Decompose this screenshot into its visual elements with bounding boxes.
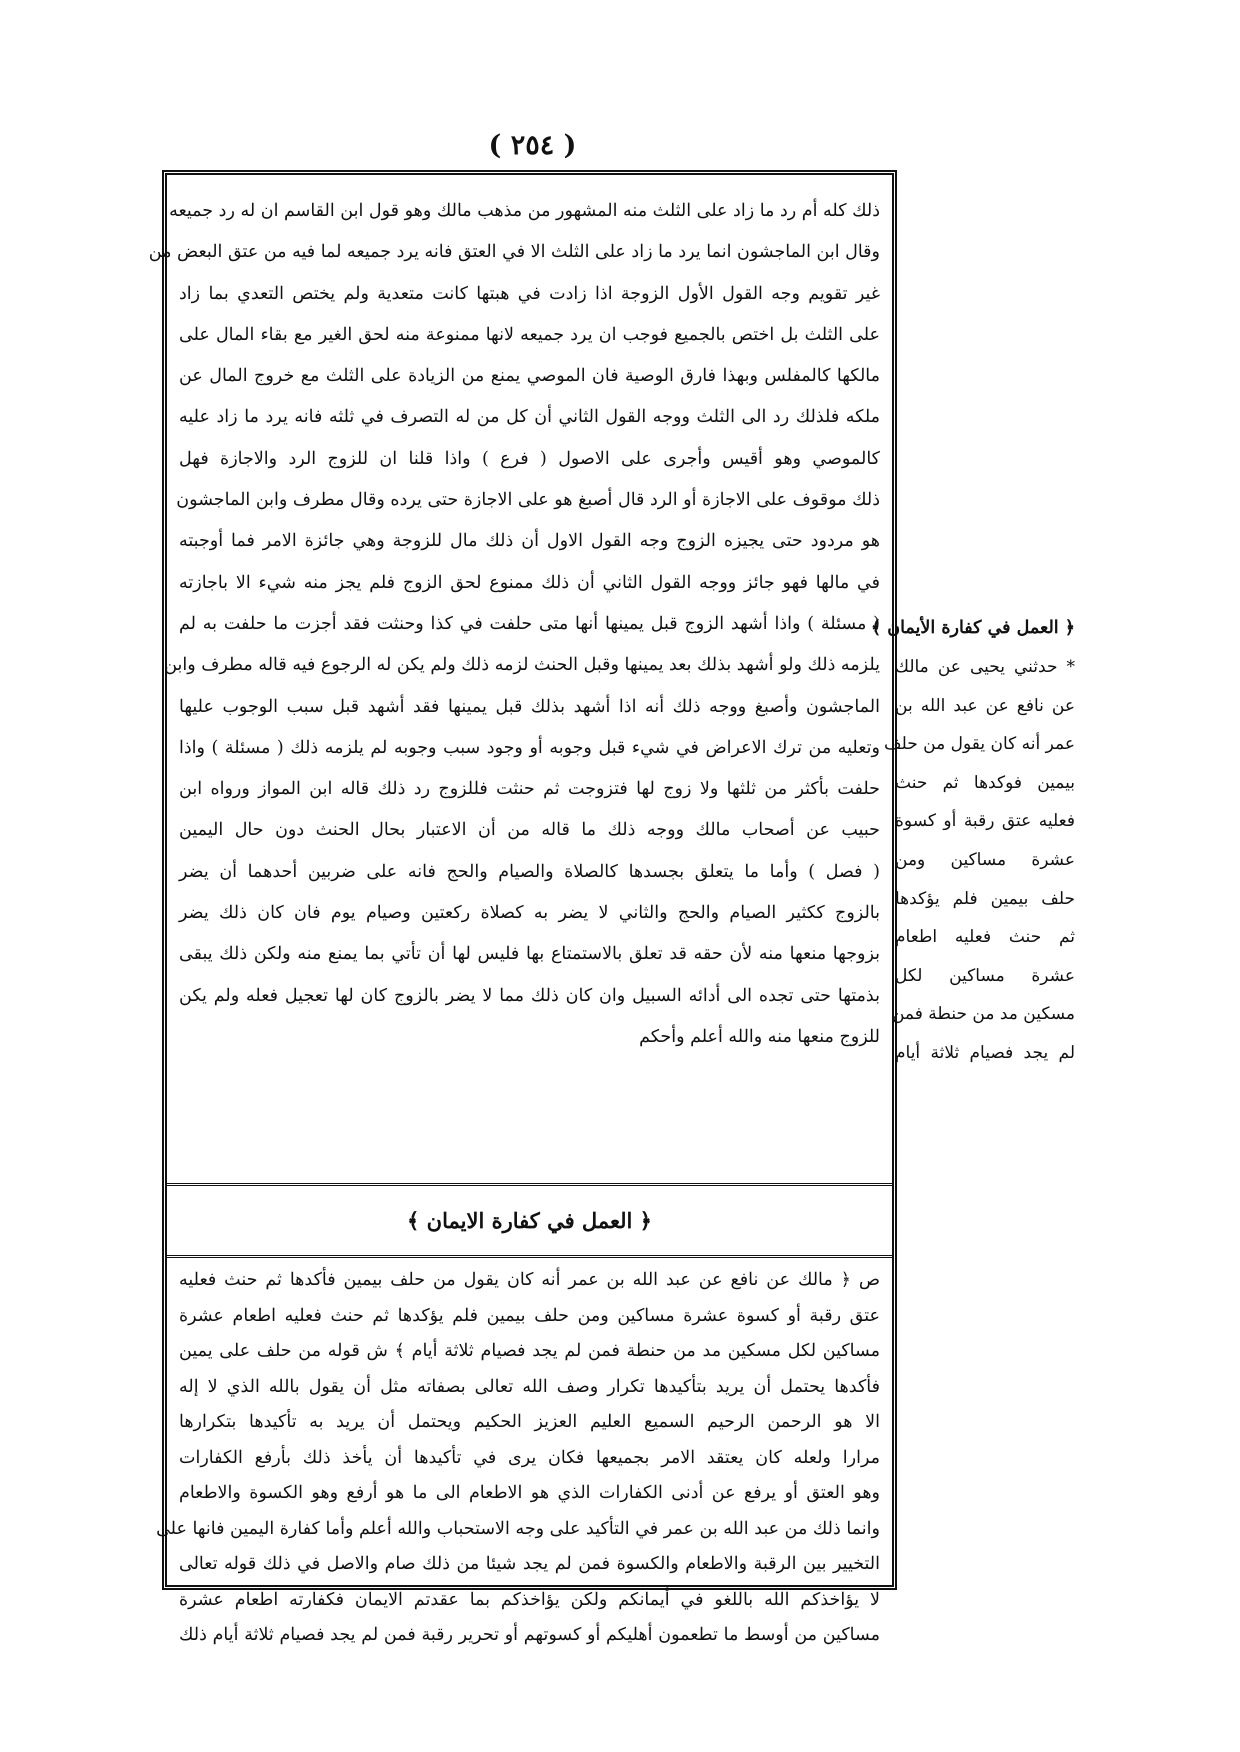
text-line: كالموصي وهو أقيس وأجرى على الاصول ( فرع ) واذا قلنا ان للزوج الرد والاجازة فهل	[179, 448, 880, 469]
text-line: وقال ابن الماجشون انما يرد ما زاد على الثلث الا في العتق فانه يرد جميعه لما فيه من عتق البعض من	[148, 242, 880, 263]
text-line: وانما ذلك من عبد الله بن عمر في التأكيد على وجه الاستحباب والله أعلم وأما كفارة اليمين فانها على	[156, 1518, 880, 1539]
margin-note-line: * حدثني يحيى عن مالك	[895, 657, 1075, 677]
text-line: بزوجها منعها منه لأن حقه قد تعلق بالاستمتاع بها فليس لها أن تأتي بما يمنع منه ولكن ذلك يبقى	[179, 944, 880, 965]
text-line: ص ﴿ مالك عن نافع عن عبد الله بن عمر أنه كان يقول من حلف بيمين فأكدها ثم حنث فعليه	[179, 1270, 880, 1290]
text-line: مساكين من أوسط ما تطعمون أهليكم أو كسوتهم أو تحرير رقبة فمن لم يجد فصيام ثلاثة أيام ذلك	[179, 1625, 880, 1645]
page-number: ( ٢٥٤ )	[488, 130, 577, 161]
text-line: ذلك موقوف على الاجازة أو الرد قال أصبغ هو على الاجازة حتى يرده وقال مطرف وابن الماجشون	[176, 490, 880, 511]
text-line: حلفت بأكثر من ثلثها ولا زوج لها فتزوجت ثم حنثت فللزوج رد ذلك قاله ابن المواز ورواه ابن	[179, 779, 880, 800]
margin-note-line: حلف بيمين فلم يؤكدها	[895, 888, 1075, 909]
margin-note-line: عشرة مساكين ومن	[895, 849, 1075, 870]
margin-note-title: ﴿ العمل في كفارة الأيمان ﴾	[870, 618, 1075, 638]
margin-note-line: عشرة مساكين لكل	[895, 965, 1075, 986]
text-line: مرارا ولعله كان يعتقد الامر بجميعها فكان يرى في تأكيدها أن يأخذ ذلك بأرفع الكفارات	[179, 1447, 880, 1468]
margin-note	[870, 608, 1075, 1073]
text-line: فأكدها يحتمل أن يريد بتأكيدها تكرار وصف الله تعالى بصفاته مثل أن يقول بالله الذي لا إله	[179, 1376, 880, 1397]
margin-note-line: فعليه عتق رقبة أو كسوة	[895, 811, 1075, 832]
text-line: مساكين لكل مسكين مد من حنطة فمن لم يجد فصيام ثلاثة أيام ﴾ ش قوله من حلف على يمين	[179, 1341, 880, 1361]
margin-note-line: ثم حنث فعليه اطعام	[895, 927, 1075, 948]
text-line: ذلك كله أم رد ما زاد على الثلث منه المشهور من مذهب مالك وهو قول ابن القاسم ان له رد جميعه	[169, 201, 880, 221]
text-line: ( مسئلة ) واذا أشهد الزوج قبل يمينها أنها متى حلفت في كذا وحنثت فقد أجزت ما حلفت به لم	[179, 613, 880, 634]
margin-note-line: بيمين فوكدها ثم حنث	[895, 772, 1075, 793]
text-line: لا يؤاخذكم الله باللغو في أيمانكم ولكن يؤاخذكم بما عقدتم الايمان فكفارته اطعام عشرة	[179, 1589, 880, 1610]
text-line: وتعليه من ترك الاعراض في شيء قبل وجوبه أو وجود سبب وجوبه لم يلزمه ذلك ( مسئلة ) واذا	[179, 737, 880, 758]
text-line: بذمتها حتى تجده الى أدائه السبيل وان كان ذلك مما لا يضر بالزوج كان لها تعجيل فعله ولم يكن	[179, 985, 880, 1006]
text-line: التخيير بين الرقبة والاطعام والكسوة فمن لم يجد شيئا من ذلك صام والاصل في ذلك قوله تعالى	[179, 1554, 880, 1574]
margin-note-line: مسكين مد من حنطة فمن	[891, 1004, 1075, 1025]
commentary-section	[148, 191, 880, 1181]
margin-note-line: عمر أنه كان يقول من حلف	[884, 734, 1075, 755]
text-line: هو مردود حتى يجيزه الزوج وجه القول الاول أن ذلك مال للزوجة وهي جائزة الامر فما أوجبته	[179, 531, 880, 552]
text-line: بالزوج ككثير الصيام والحج والثاني لا يضر به كصلاة ركعتين وصيام يوم فان كان ذلك يضر	[179, 903, 880, 924]
divider-rule	[167, 1183, 892, 1186]
hadith-section	[156, 1263, 880, 1645]
text-line: ملكه فلذلك رد الى الثلث ووجه القول الثاني أن كل من له التصرف في ثلثه فانه يرد ما زاد عليه	[179, 407, 880, 428]
text-line: للزوج منعها منه والله أعلم وأحكم	[639, 1026, 880, 1047]
text-line: الا هو الرحمن الرحيم السميع العليم العزيز الحكيم ويحتمل أن يريد به تأكيدها بتكرارها	[179, 1412, 880, 1432]
text-line: عتق رقبة أو كسوة عشرة مساكين ومن حلف بيمين فلم يؤكدها ثم حنث فعليه اطعام عشرة	[179, 1305, 880, 1326]
main-text-frame	[148, 170, 897, 1645]
text-line: ( فصل ) وأما ما يتعلق بجسدها كالصلاة والصيام والحج فانه على ضربين أحدهما أن يضر	[179, 861, 880, 882]
chapter-heading: ﴿ العمل في كفارة الايمان ﴾	[407, 1208, 652, 1233]
divider-rule	[167, 1255, 892, 1258]
text-line: مالكها كالمفلس وبهذا فارق الوصية فان الموصي يمنع من الزيادة على الثلث مع خروج المال عن	[179, 366, 880, 387]
text-line: في مالها فهو جائز ووجه القول الثاني أن ذلك ممنوع لحق الزوج فلم يجز منه شيء الا باجازته	[179, 572, 880, 593]
margin-note-line: عن نافع عن عبد الله بن	[895, 695, 1075, 716]
text-line: الماجشون وأصبغ ووجه ذلك أنه اذا أشهد بذلك قبل يمينها فقد أشهد قبل سبب الوجوب عليها	[179, 696, 880, 717]
text-line: يلزمه ذلك ولو أشهد بذلك بعد يمينها وقبل الحنث لزمه ذلك ولم يكن له الرجوع فيه قاله مطرف وابن	[164, 655, 880, 676]
text-line: غير تقويم وجه القول الأول الزوجة اذا زادت في هبتها كانت متعدية ولم يختص التعدي بما زاد	[179, 283, 880, 304]
text-line: حبيب عن أصحاب مالك ووجه ذلك ما قاله من أن الاعتبار بحال الحنث دون حال اليمين	[179, 820, 880, 841]
margin-note-line: لم يجد فصيام ثلاثة أيام	[895, 1042, 1075, 1063]
text-line: وهو العتق أو يرفع عن أدنى الكفارات الذي هو الاطعام الى ما هو أرفع وهو الكسوة والاطعام	[179, 1483, 880, 1503]
text-line: على الثلث بل اختص بالجميع فوجب ان يرد جميعه لانها ممنوعة منه لحق الغير مع بقاء المال على	[179, 324, 880, 345]
